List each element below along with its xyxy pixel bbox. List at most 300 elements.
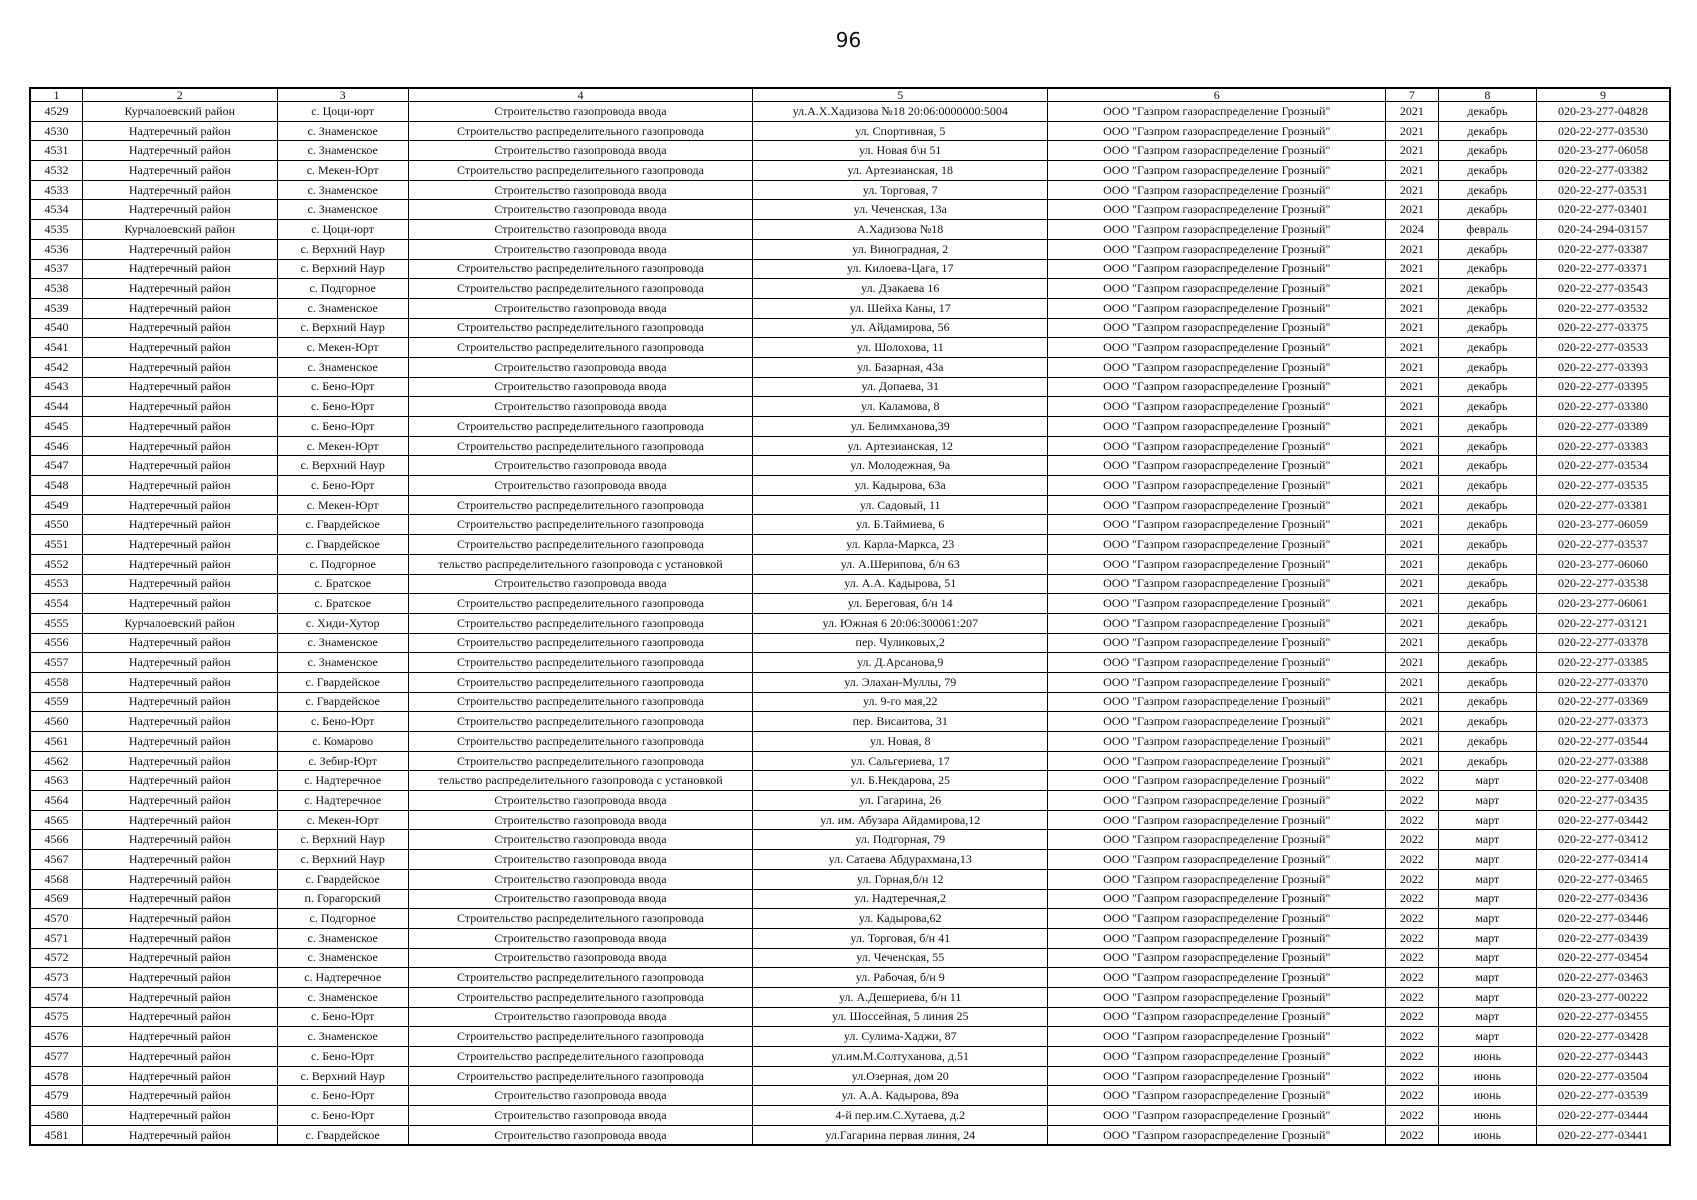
cell-settlement: с. Знаменское [277, 121, 408, 141]
cell-year: 2022 [1386, 909, 1438, 929]
cell-settlement: с. Верхний Наур [277, 239, 408, 259]
cell-settlement: с. Верхний Наур [277, 259, 408, 279]
cell-settlement: с. Мекен-Юрт [277, 338, 408, 358]
table-row [30, 535, 1670, 555]
cell-year: 2021 [1386, 653, 1438, 673]
cell-work-type: Строительство газопровода ввода [408, 1125, 752, 1145]
cell-district: Надтеречный район [82, 1047, 277, 1067]
cell-row-number: 4536 [30, 239, 82, 259]
cell-district: Надтеречный район [82, 850, 277, 870]
cell-district: Надтеречный район [82, 791, 277, 811]
cell-row-number: 4580 [30, 1106, 82, 1126]
cell-settlement: с. Подгорное [277, 279, 408, 299]
cell-row-number: 4561 [30, 732, 82, 752]
cell-work-type: Строительство газопровода ввода [408, 574, 752, 594]
cell-year: 2022 [1386, 810, 1438, 830]
column-header-district: 2 [82, 88, 277, 102]
cell-row-number: 4564 [30, 791, 82, 811]
table-row [30, 732, 1670, 752]
cell-district: Курчалоевский район [82, 102, 277, 122]
cell-work-type: тельство распределительного газопровода с установкой [408, 554, 752, 574]
cell-settlement: с. Верхний Наур [277, 1066, 408, 1086]
cell-month: декабрь [1438, 121, 1536, 141]
cell-district: Курчалоевский район [82, 613, 277, 633]
cell-settlement: с. Братское [277, 594, 408, 614]
cell-address: ул. Береговая, б/н 14 [753, 594, 1048, 614]
cell-settlement: с. Мекен-Юрт [277, 810, 408, 830]
cell-month: июнь [1438, 1106, 1536, 1126]
cell-organization: ООО "Газпром газораспределение Грозный" [1048, 495, 1386, 515]
cell-settlement: с. Надтеречное [277, 771, 408, 791]
cell-settlement: с. Верхний Наур [277, 850, 408, 870]
cell-organization: ООО "Газпром газораспределение Грозный" [1048, 594, 1386, 614]
cell-row-number: 4530 [30, 121, 82, 141]
cell-address: ул.им.М.Солтуханова, д.51 [753, 1047, 1048, 1067]
cell-row-number: 4543 [30, 377, 82, 397]
cell-row-number: 4573 [30, 968, 82, 988]
cell-organization: ООО "Газпром газораспределение Грозный" [1048, 810, 1386, 830]
cell-address: ул.Гагарина первая линия, 24 [753, 1125, 1048, 1145]
cell-document-number: 020-22-277-03435 [1537, 791, 1670, 811]
cell-document-number: 020-22-277-03439 [1537, 928, 1670, 948]
cell-document-number: 020-22-277-03371 [1537, 259, 1670, 279]
cell-address: ул. Шейха Каны, 17 [753, 298, 1048, 318]
cell-settlement: с. Гвардейское [277, 869, 408, 889]
cell-year: 2021 [1386, 298, 1438, 318]
cell-row-number: 4557 [30, 653, 82, 673]
cell-row-number: 4539 [30, 298, 82, 318]
cell-organization: ООО "Газпром газораспределение Грозный" [1048, 791, 1386, 811]
cell-year: 2022 [1386, 928, 1438, 948]
cell-row-number: 4576 [30, 1027, 82, 1047]
cell-document-number: 020-23-277-06059 [1537, 515, 1670, 535]
cell-settlement: с. Гвардейское [277, 515, 408, 535]
cell-district: Надтеречный район [82, 948, 277, 968]
cell-work-type: Строительство газопровода ввода [408, 476, 752, 496]
cell-row-number: 4574 [30, 987, 82, 1007]
cell-district: Надтеречный район [82, 732, 277, 752]
cell-document-number: 020-22-277-03370 [1537, 672, 1670, 692]
cell-address: ул. Сатаева Абдурахмана,13 [753, 850, 1048, 870]
cell-row-number: 4532 [30, 161, 82, 181]
cell-month: декабрь [1438, 180, 1536, 200]
table-row [30, 751, 1670, 771]
cell-organization: ООО "Газпром газораспределение Грозный" [1048, 417, 1386, 437]
cell-month: июнь [1438, 1086, 1536, 1106]
cell-month: декабрь [1438, 712, 1536, 732]
cell-organization: ООО "Газпром газораспределение Грозный" [1048, 968, 1386, 988]
cell-address: ул. Базарная, 43а [753, 357, 1048, 377]
column-header-month: 8 [1438, 88, 1536, 102]
cell-year: 2021 [1386, 279, 1438, 299]
cell-settlement: с. Бено-Юрт [277, 1007, 408, 1027]
cell-year: 2022 [1386, 968, 1438, 988]
cell-month: март [1438, 987, 1536, 1007]
cell-work-type: Строительство газопровода ввода [408, 357, 752, 377]
cell-year: 2021 [1386, 377, 1438, 397]
cell-work-type: Строительство газопровода ввода [408, 791, 752, 811]
cell-row-number: 4551 [30, 535, 82, 555]
cell-work-type: Строительство газопровода ввода [408, 180, 752, 200]
cell-document-number: 020-22-277-03543 [1537, 279, 1670, 299]
table-row [30, 791, 1670, 811]
cell-year: 2021 [1386, 417, 1438, 437]
cell-settlement: с. Знаменское [277, 180, 408, 200]
cell-district: Надтеречный район [82, 495, 277, 515]
cell-work-type: Строительство газопровода ввода [408, 948, 752, 968]
cell-document-number: 020-23-277-06058 [1537, 141, 1670, 161]
cell-document-number: 020-22-277-03544 [1537, 732, 1670, 752]
cell-settlement: с. Мекен-Юрт [277, 436, 408, 456]
cell-row-number: 4568 [30, 869, 82, 889]
cell-row-number: 4538 [30, 279, 82, 299]
cell-district: Надтеречный район [82, 1106, 277, 1126]
cell-address: ул. Кадырова,62 [753, 909, 1048, 929]
cell-work-type: Строительство распределительного газопровода [408, 751, 752, 771]
cell-month: декабрь [1438, 102, 1536, 122]
cell-settlement: с. Верхний Наур [277, 318, 408, 338]
cell-row-number: 4567 [30, 850, 82, 870]
cell-year: 2022 [1386, 830, 1438, 850]
cell-address: ул. Торговая, б/н 41 [753, 928, 1048, 948]
table-row [30, 377, 1670, 397]
cell-organization: ООО "Газпром газораспределение Грозный" [1048, 1047, 1386, 1067]
cell-row-number: 4558 [30, 672, 82, 692]
cell-work-type: Строительство газопровода ввода [408, 1086, 752, 1106]
cell-document-number: 020-22-277-03441 [1537, 1125, 1670, 1145]
table-row [30, 1086, 1670, 1106]
registry-table [29, 87, 1671, 1146]
cell-organization: ООО "Газпром газораспределение Грозный" [1048, 515, 1386, 535]
cell-month: декабрь [1438, 200, 1536, 220]
cell-district: Надтеречный район [82, 692, 277, 712]
table-row [30, 515, 1670, 535]
cell-document-number: 020-22-277-03443 [1537, 1047, 1670, 1067]
cell-organization: ООО "Газпром газораспределение Грозный" [1048, 535, 1386, 555]
cell-year: 2021 [1386, 732, 1438, 752]
cell-document-number: 020-22-277-03414 [1537, 850, 1670, 870]
cell-address: ул. Молодежная, 9а [753, 456, 1048, 476]
cell-settlement: с. Бено-Юрт [277, 377, 408, 397]
cell-organization: ООО "Газпром газораспределение Грозный" [1048, 732, 1386, 752]
cell-month: декабрь [1438, 456, 1536, 476]
cell-document-number: 020-22-277-03373 [1537, 712, 1670, 732]
cell-row-number: 4541 [30, 338, 82, 358]
cell-work-type: Строительство распределительного газопровода [408, 987, 752, 1007]
cell-work-type: Строительство распределительного газопровода [408, 338, 752, 358]
cell-year: 2022 [1386, 850, 1438, 870]
cell-year: 2021 [1386, 180, 1438, 200]
cell-row-number: 4554 [30, 594, 82, 614]
cell-work-type: Строительство газопровода ввода [408, 850, 752, 870]
cell-address: ул. Виноградная, 2 [753, 239, 1048, 259]
cell-row-number: 4531 [30, 141, 82, 161]
cell-row-number: 4570 [30, 909, 82, 929]
table-row [30, 594, 1670, 614]
column-header-organization: 6 [1048, 88, 1386, 102]
cell-month: март [1438, 830, 1536, 850]
cell-organization: ООО "Газпром газораспределение Грозный" [1048, 1086, 1386, 1106]
cell-work-type: Строительство газопровода ввода [408, 298, 752, 318]
cell-month: декабрь [1438, 357, 1536, 377]
cell-address: ул. Сальгериева, 17 [753, 751, 1048, 771]
cell-row-number: 4559 [30, 692, 82, 712]
cell-month: декабрь [1438, 535, 1536, 555]
cell-year: 2021 [1386, 141, 1438, 161]
cell-document-number: 020-22-277-03395 [1537, 377, 1670, 397]
cell-district: Надтеречный район [82, 417, 277, 437]
cell-year: 2022 [1386, 1086, 1438, 1106]
cell-organization: ООО "Газпром газораспределение Грозный" [1048, 751, 1386, 771]
cell-organization: ООО "Газпром газораспределение Грозный" [1048, 1125, 1386, 1145]
cell-work-type: Строительство распределительного газопровода [408, 318, 752, 338]
cell-document-number: 020-23-277-06061 [1537, 594, 1670, 614]
table-row [30, 298, 1670, 318]
cell-month: декабрь [1438, 377, 1536, 397]
cell-settlement: п. Горагорский [277, 889, 408, 909]
cell-address: ул. А.Шерипова, б/н 63 [753, 554, 1048, 574]
cell-document-number: 020-22-277-03412 [1537, 830, 1670, 850]
cell-year: 2021 [1386, 102, 1438, 122]
cell-organization: ООО "Газпром газораспределение Грозный" [1048, 672, 1386, 692]
cell-district: Надтеречный район [82, 1086, 277, 1106]
cell-document-number: 020-22-277-03444 [1537, 1106, 1670, 1126]
cell-year: 2021 [1386, 495, 1438, 515]
cell-district: Надтеречный район [82, 298, 277, 318]
cell-organization: ООО "Газпром газораспределение Грозный" [1048, 1027, 1386, 1047]
cell-month: июнь [1438, 1047, 1536, 1067]
cell-month: декабрь [1438, 732, 1536, 752]
cell-settlement: с. Знаменское [277, 653, 408, 673]
table-row [30, 279, 1670, 299]
cell-year: 2022 [1386, 1106, 1438, 1126]
cell-organization: ООО "Газпром газораспределение Грозный" [1048, 456, 1386, 476]
cell-work-type: Строительство распределительного газопровода [408, 1066, 752, 1086]
table-row [30, 1027, 1670, 1047]
table-row [30, 436, 1670, 456]
cell-settlement: с. Бено-Юрт [277, 1106, 408, 1126]
cell-row-number: 4552 [30, 554, 82, 574]
cell-work-type: Строительство газопровода ввода [408, 1106, 752, 1126]
cell-work-type: Строительство газопровода ввода [408, 220, 752, 240]
cell-address: ул. Артезианская, 18 [753, 161, 1048, 181]
cell-work-type: тельство распределительного газопровода с установкой [408, 771, 752, 791]
cell-address: ул. Сулима-Хаджи, 87 [753, 1027, 1048, 1047]
table-row [30, 1125, 1670, 1145]
cell-organization: ООО "Газпром газораспределение Грозный" [1048, 1066, 1386, 1086]
cell-organization: ООО "Газпром газораспределение Грозный" [1048, 889, 1386, 909]
cell-settlement: с. Знаменское [277, 633, 408, 653]
cell-work-type: Строительство распределительного газопровода [408, 909, 752, 929]
cell-settlement: с. Гвардейское [277, 1125, 408, 1145]
cell-district: Надтеречный район [82, 672, 277, 692]
cell-settlement: с. Бено-Юрт [277, 712, 408, 732]
cell-year: 2021 [1386, 751, 1438, 771]
cell-year: 2022 [1386, 987, 1438, 1007]
cell-organization: ООО "Газпром газораспределение Грозный" [1048, 239, 1386, 259]
table-row [30, 476, 1670, 496]
cell-address: ул. Садовый, 11 [753, 495, 1048, 515]
cell-organization: ООО "Газпром газораспределение Грозный" [1048, 298, 1386, 318]
cell-address: ул. Чеченская, 13а [753, 200, 1048, 220]
cell-organization: ООО "Газпром газораспределение Грозный" [1048, 1106, 1386, 1126]
table-row [30, 417, 1670, 437]
cell-district: Надтеречный район [82, 200, 277, 220]
cell-work-type: Строительство распределительного газопровода [408, 653, 752, 673]
cell-document-number: 020-22-277-03428 [1537, 1027, 1670, 1047]
cell-settlement: с. Знаменское [277, 987, 408, 1007]
cell-settlement: с. Мекен-Юрт [277, 161, 408, 181]
cell-address: ул. Карла-Маркса, 23 [753, 535, 1048, 555]
table-row [30, 495, 1670, 515]
cell-document-number: 020-24-294-03157 [1537, 220, 1670, 240]
cell-district: Надтеречный район [82, 1066, 277, 1086]
cell-document-number: 020-22-277-03455 [1537, 1007, 1670, 1027]
cell-settlement: с. Надтеречное [277, 968, 408, 988]
column-header-year: 7 [1386, 88, 1438, 102]
cell-month: декабрь [1438, 279, 1536, 299]
cell-year: 2021 [1386, 357, 1438, 377]
cell-year: 2021 [1386, 318, 1438, 338]
cell-month: декабрь [1438, 574, 1536, 594]
cell-row-number: 4533 [30, 180, 82, 200]
cell-document-number: 020-23-277-00222 [1537, 987, 1670, 1007]
cell-work-type: Строительство распределительного газопровода [408, 495, 752, 515]
cell-document-number: 020-23-277-06060 [1537, 554, 1670, 574]
cell-address: ул. Южная 6 20:06:300061:207 [753, 613, 1048, 633]
cell-address: ул.Озерная, дом 20 [753, 1066, 1048, 1086]
cell-settlement: с. Бено-Юрт [277, 417, 408, 437]
cell-settlement: с. Знаменское [277, 298, 408, 318]
cell-document-number: 020-22-277-03538 [1537, 574, 1670, 594]
cell-year: 2021 [1386, 712, 1438, 732]
table-row [30, 220, 1670, 240]
cell-work-type: Строительство газопровода ввода [408, 200, 752, 220]
cell-work-type: Строительство распределительного газопровода [408, 1027, 752, 1047]
cell-row-number: 4571 [30, 928, 82, 948]
cell-row-number: 4553 [30, 574, 82, 594]
cell-settlement: с. Знаменское [277, 200, 408, 220]
cell-work-type: Строительство газопровода ввода [408, 1007, 752, 1027]
cell-row-number: 4569 [30, 889, 82, 909]
cell-year: 2021 [1386, 397, 1438, 417]
cell-row-number: 4546 [30, 436, 82, 456]
cell-month: март [1438, 1027, 1536, 1047]
cell-district: Надтеречный район [82, 869, 277, 889]
cell-address: пер. Чуликовых,2 [753, 633, 1048, 653]
cell-document-number: 020-22-277-03532 [1537, 298, 1670, 318]
table-body [30, 102, 1670, 1146]
cell-settlement: с. Бено-Юрт [277, 476, 408, 496]
cell-settlement: с. Хиди-Хутор [277, 613, 408, 633]
cell-document-number: 020-22-277-03385 [1537, 653, 1670, 673]
cell-district: Надтеречный район [82, 121, 277, 141]
table-row [30, 909, 1670, 929]
cell-address: ул. Б.Некдарова, 25 [753, 771, 1048, 791]
cell-organization: ООО "Газпром газораспределение Грозный" [1048, 771, 1386, 791]
page-number: 96 [835, 28, 862, 52]
cell-document-number: 020-22-277-03537 [1537, 535, 1670, 555]
cell-month: декабрь [1438, 338, 1536, 358]
table-row [30, 968, 1670, 988]
cell-address: ул.А.Х.Хадизова №18 20:06:0000000:5004 [753, 102, 1048, 122]
cell-organization: ООО "Газпром газораспределение Грозный" [1048, 574, 1386, 594]
cell-settlement: с. Братское [277, 574, 408, 594]
cell-month: декабрь [1438, 672, 1536, 692]
cell-year: 2022 [1386, 869, 1438, 889]
cell-district: Надтеречный район [82, 987, 277, 1007]
cell-month: декабрь [1438, 239, 1536, 259]
cell-year: 2021 [1386, 338, 1438, 358]
cell-row-number: 4545 [30, 417, 82, 437]
cell-address: ул. А.А. Кадырова, 89а [753, 1086, 1048, 1106]
cell-row-number: 4556 [30, 633, 82, 653]
cell-district: Надтеречный район [82, 1027, 277, 1047]
table-row [30, 633, 1670, 653]
cell-settlement: с. Бено-Юрт [277, 397, 408, 417]
cell-year: 2021 [1386, 554, 1438, 574]
table-row [30, 338, 1670, 358]
cell-address: ул. им. Абузара Айдамирова,12 [753, 810, 1048, 830]
table-row [30, 850, 1670, 870]
cell-organization: ООО "Газпром газораспределение Грозный" [1048, 121, 1386, 141]
cell-row-number: 4547 [30, 456, 82, 476]
column-header-document-number: 9 [1537, 88, 1670, 102]
cell-work-type: Строительство распределительного газопровода [408, 259, 752, 279]
table-row [30, 987, 1670, 1007]
cell-work-type: Строительство распределительного газопровода [408, 436, 752, 456]
cell-organization: ООО "Газпром газораспределение Грозный" [1048, 259, 1386, 279]
cell-work-type: Строительство распределительного газопровода [408, 692, 752, 712]
cell-work-type: Строительство распределительного газопровода [408, 613, 752, 633]
column-header-row-number: 1 [30, 88, 82, 102]
cell-year: 2021 [1386, 239, 1438, 259]
cell-organization: ООО "Газпром газораспределение Грозный" [1048, 692, 1386, 712]
cell-work-type: Строительство распределительного газопровода [408, 712, 752, 732]
cell-document-number: 020-22-277-03534 [1537, 456, 1670, 476]
cell-year: 2021 [1386, 259, 1438, 279]
cell-organization: ООО "Газпром газораспределение Грозный" [1048, 200, 1386, 220]
cell-row-number: 4542 [30, 357, 82, 377]
cell-district: Надтеречный район [82, 633, 277, 653]
cell-organization: ООО "Газпром газораспределение Грозный" [1048, 554, 1386, 574]
cell-address: ул. Артезианская, 12 [753, 436, 1048, 456]
cell-work-type: Строительство распределительного газопровода [408, 1047, 752, 1067]
cell-settlement: с. Цоци-юрт [277, 220, 408, 240]
cell-month: декабрь [1438, 436, 1536, 456]
cell-settlement: с. Бено-Юрт [277, 1047, 408, 1067]
cell-district: Надтеречный район [82, 377, 277, 397]
cell-address: ул. Новая, 8 [753, 732, 1048, 752]
cell-month: март [1438, 968, 1536, 988]
cell-year: 2022 [1386, 1007, 1438, 1027]
cell-organization: ООО "Газпром газораспределение Грозный" [1048, 948, 1386, 968]
cell-month: декабрь [1438, 594, 1536, 614]
cell-organization: ООО "Газпром газораспределение Грозный" [1048, 909, 1386, 929]
cell-month: март [1438, 869, 1536, 889]
column-header-settlement: 3 [277, 88, 408, 102]
cell-district: Надтеречный район [82, 1125, 277, 1145]
cell-address: ул. 9-го мая,22 [753, 692, 1048, 712]
cell-month: июнь [1438, 1066, 1536, 1086]
cell-document-number: 020-22-277-03393 [1537, 357, 1670, 377]
cell-year: 2024 [1386, 220, 1438, 240]
cell-work-type: Строительство распределительного газопровода [408, 968, 752, 988]
cell-document-number: 020-22-277-03436 [1537, 889, 1670, 909]
cell-organization: ООО "Газпром газораспределение Грозный" [1048, 102, 1386, 122]
cell-work-type: Строительство распределительного газопровода [408, 515, 752, 535]
cell-organization: ООО "Газпром газораспределение Грозный" [1048, 712, 1386, 732]
